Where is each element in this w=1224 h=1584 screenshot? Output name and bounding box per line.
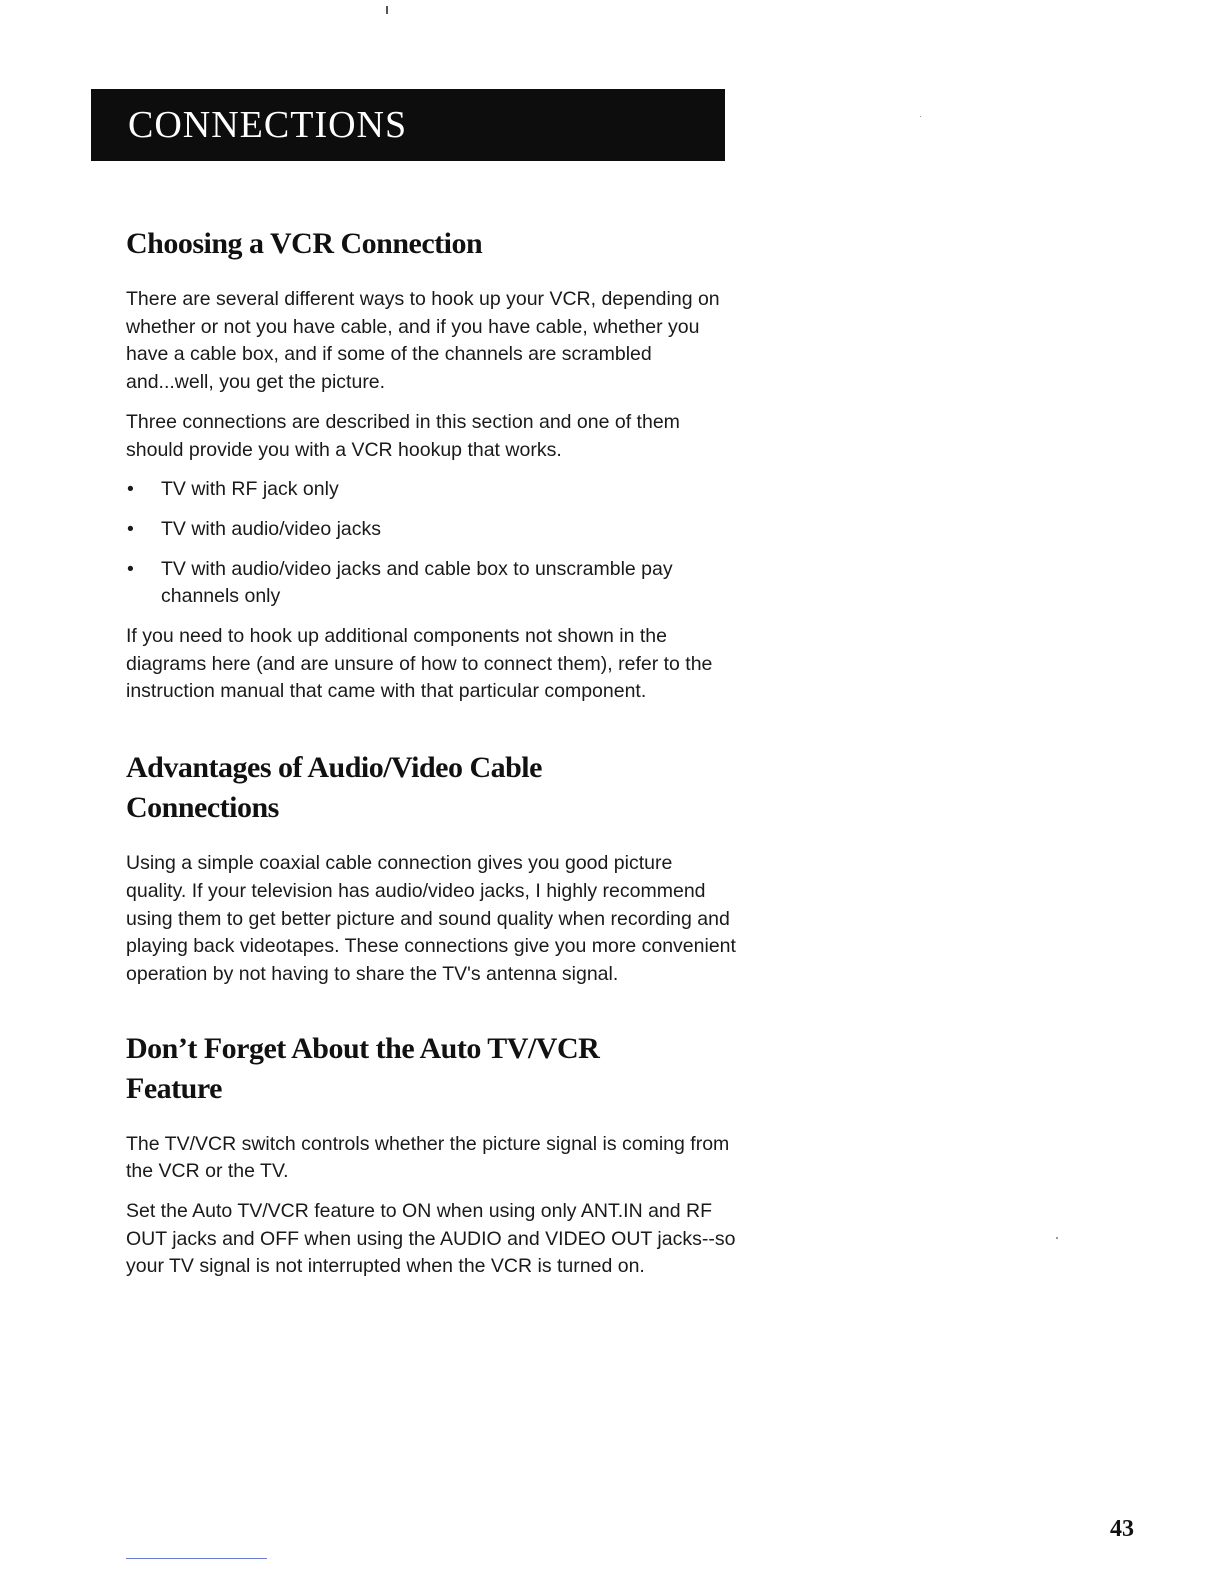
list-item-text: TV with RF jack only <box>161 478 339 501</box>
body-paragraph: The TV/VCR switch controls whether the picture signal is coming from the VCR or the TV. <box>126 1132 730 1183</box>
section-heading-line: Advantages of Audio/Video Cable <box>126 751 542 785</box>
bullet-icon: • <box>127 557 134 580</box>
list-item <box>126 516 736 544</box>
list-item-text: TV with audio/video jacks <box>161 517 382 540</box>
page-number: 43 <box>1110 1516 1134 1542</box>
list-item-text: TV with audio/video jacks and cable box to unscramble pay channels only <box>161 557 673 608</box>
section-auto-tv-vcr <box>126 1029 736 1282</box>
list-item <box>126 556 736 611</box>
section-heading <box>126 1029 736 1109</box>
scan-tick-mark <box>386 6 388 14</box>
body-paragraph: Set the Auto TV/VCR feature to ON when using only ANT.IN and RF OUT jacks and OFF when using the AUDIO and VIDEO OUT jacks--so your TV signal is not interrupted when the VCR is turned on. <box>126 1200 736 1278</box>
footer-rule <box>126 1558 267 1559</box>
section-heading: Choosing a VCR Connection <box>126 227 483 260</box>
section-banner <box>91 89 725 161</box>
scan-speck <box>920 116 921 117</box>
body-paragraph: Using a simple coaxial cable connection gives you good picture quality. If your television has audio/video jacks, I highly recommend using them to get better picture and sound quality when recording and playing back videotapes. These connections give you more convenient operation by not having to share the TV's antenna signal. <box>126 852 736 985</box>
page-content <box>126 224 736 1293</box>
section-audio-video-advantages <box>126 748 736 989</box>
body-paragraph: There are several different ways to hook up your VCR, depending on whether or not you have cable, and if you have cable, whether you have a cable box, and if some of the channels are scrambled and...well, you get the picture. <box>126 288 720 394</box>
bullet-icon: • <box>127 517 134 540</box>
section-banner-title: CONNECTIONS <box>128 104 408 146</box>
connection-types-list <box>126 476 736 611</box>
bullet-icon: • <box>127 478 134 501</box>
body-paragraph: If you need to hook up additional components not shown in the diagrams here (and are unsure of how to connect them), refer to the instruction manual that came with that particular component. <box>126 625 713 703</box>
scan-speck <box>1056 1237 1058 1239</box>
section-heading-line: Feature <box>126 1071 222 1105</box>
section-choosing-vcr-connection <box>126 224 736 706</box>
section-heading-line: Don’t Forget About the Auto TV/VCR <box>126 1031 600 1065</box>
section-heading-line: Connections <box>126 791 279 825</box>
section-heading <box>126 748 736 828</box>
list-item <box>126 476 736 504</box>
body-paragraph: Three connections are described in this section and one of them should provide you with a VCR hookup that works. <box>126 410 680 461</box>
